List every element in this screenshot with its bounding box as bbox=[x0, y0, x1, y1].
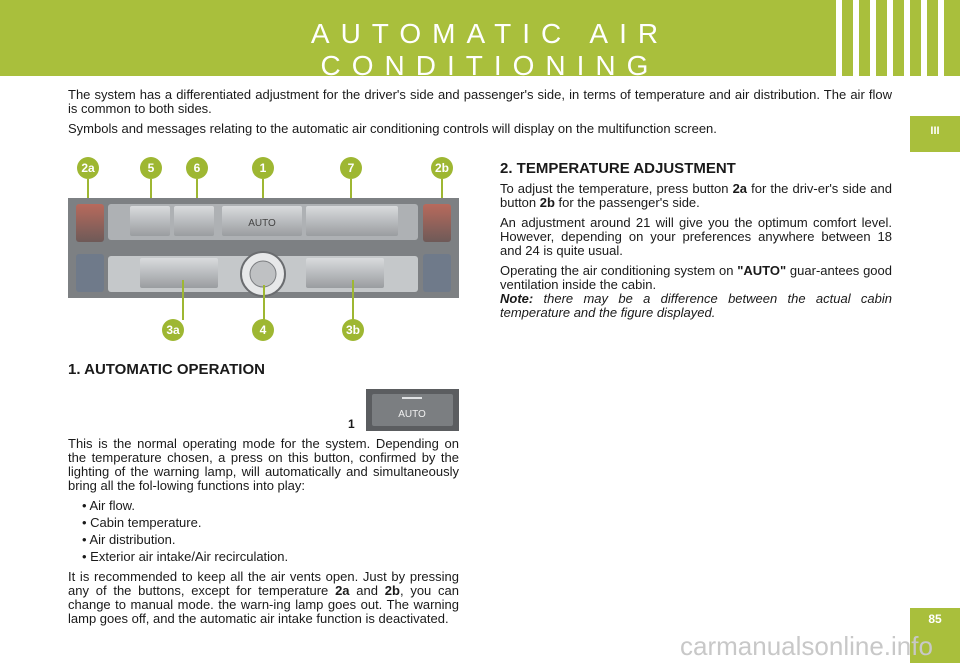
page-title: AUTOMATIC AIR CONDITIONING bbox=[310, 18, 670, 81]
page-number: 85 bbox=[910, 608, 960, 663]
body-paragraph bbox=[500, 182, 892, 210]
body-paragraph bbox=[500, 264, 892, 292]
callout-leader bbox=[182, 280, 184, 320]
section-heading: 2. TEMPERATURE ADJUSTMENT bbox=[500, 160, 736, 177]
header-stripe bbox=[904, 0, 910, 76]
callout-leader bbox=[352, 280, 354, 320]
text-run: To adjust the temperature, press button bbox=[500, 181, 733, 196]
text-run-bold: 2a bbox=[335, 583, 350, 598]
callout-badge: 3a bbox=[162, 319, 184, 341]
text-run: , you can change to manual mode. the warn-ing lamp goes out. The warning lamp goes off, and the automatic air intake function is deactivated. bbox=[68, 583, 459, 626]
auto-button-label: AUTO bbox=[398, 409, 426, 420]
watermark: carmanualsonline.info bbox=[680, 631, 933, 661]
section1-body bbox=[68, 437, 459, 632]
list-item: • Air distribution. bbox=[82, 533, 459, 547]
list-item: • Cabin temperature. bbox=[82, 516, 459, 530]
section-heading: 1. AUTOMATIC OPERATION bbox=[68, 361, 265, 378]
intro-text bbox=[68, 88, 892, 142]
control-panel-photo bbox=[68, 198, 459, 298]
header-stripe bbox=[887, 0, 893, 76]
intro-paragraph: Symbols and messages relating to the automatic air conditioning controls will display on the multifunction screen. bbox=[68, 121, 717, 136]
auto-button-photo bbox=[366, 389, 459, 431]
text-run: It is recommended to keep all the air vents open. Just by pressing any of the buttons, except for temperature bbox=[68, 569, 459, 598]
text-run-bold: 2a bbox=[732, 181, 748, 196]
callout-badge: 4 bbox=[252, 319, 274, 341]
body-paragraph: This is the normal operating mode for the system. Depending on the temperature chosen, a press on this button, confirmed by the lighting of the warning lamp, will automatically and simultaneously bring all the fol-lowing functions into play: bbox=[68, 436, 459, 493]
header-stripe bbox=[853, 0, 859, 76]
note-label: Note: bbox=[500, 291, 534, 306]
figure-number: 1 bbox=[348, 417, 355, 431]
text-run-bold: 2b bbox=[384, 583, 400, 598]
note-text: there may be a difference between the actual cabin temperature and the figure displayed. bbox=[500, 291, 892, 320]
text-run-bold: "AUTO" bbox=[737, 263, 787, 278]
text-run: for the passenger's side. bbox=[554, 195, 700, 210]
list-item: • Exterior air intake/Air recirculation. bbox=[82, 550, 459, 564]
text-run-bold: 2b bbox=[539, 195, 555, 210]
function-list bbox=[68, 499, 459, 564]
section2-body bbox=[500, 182, 892, 326]
header-stripe bbox=[836, 0, 842, 76]
callout-badge: 1 bbox=[252, 157, 274, 179]
callout-badge: 6 bbox=[186, 157, 208, 179]
text-run: and bbox=[349, 583, 385, 598]
text-run: for the driv-er's side and button bbox=[500, 181, 892, 210]
intro-paragraph: The system has a differentiated adjustment for the driver's side and passenger's side, in terms of temperature and air distribution. The air flow is common to both sides. bbox=[68, 87, 892, 116]
header-stripe bbox=[921, 0, 927, 76]
chapter-tab: III bbox=[910, 116, 960, 152]
note-paragraph bbox=[500, 292, 892, 320]
header-stripe bbox=[870, 0, 876, 76]
callout-badge: 3b bbox=[342, 319, 364, 341]
header-bar bbox=[0, 0, 960, 81]
body-paragraph bbox=[68, 570, 459, 626]
callout-badge: 2b bbox=[431, 157, 453, 179]
control-panel-illustration bbox=[68, 198, 459, 298]
callout-badge: 2a bbox=[77, 157, 99, 179]
body-paragraph: An adjustment around 21 will give you the optimum comfort level. However, depending on your preferences anywhere between 18 and 24 is quite usual. bbox=[500, 215, 892, 258]
text-run: Operating the air conditioning system on bbox=[500, 263, 738, 278]
callout-leader bbox=[263, 285, 265, 320]
callout-badge: 7 bbox=[340, 157, 362, 179]
callout-badge: 5 bbox=[140, 157, 162, 179]
panel-auto-label: AUTO bbox=[248, 218, 276, 229]
text-run: guar-antees good ventilation inside the cabin. bbox=[500, 263, 892, 292]
header-stripe bbox=[938, 0, 944, 76]
list-item: • Air flow. bbox=[82, 499, 459, 513]
